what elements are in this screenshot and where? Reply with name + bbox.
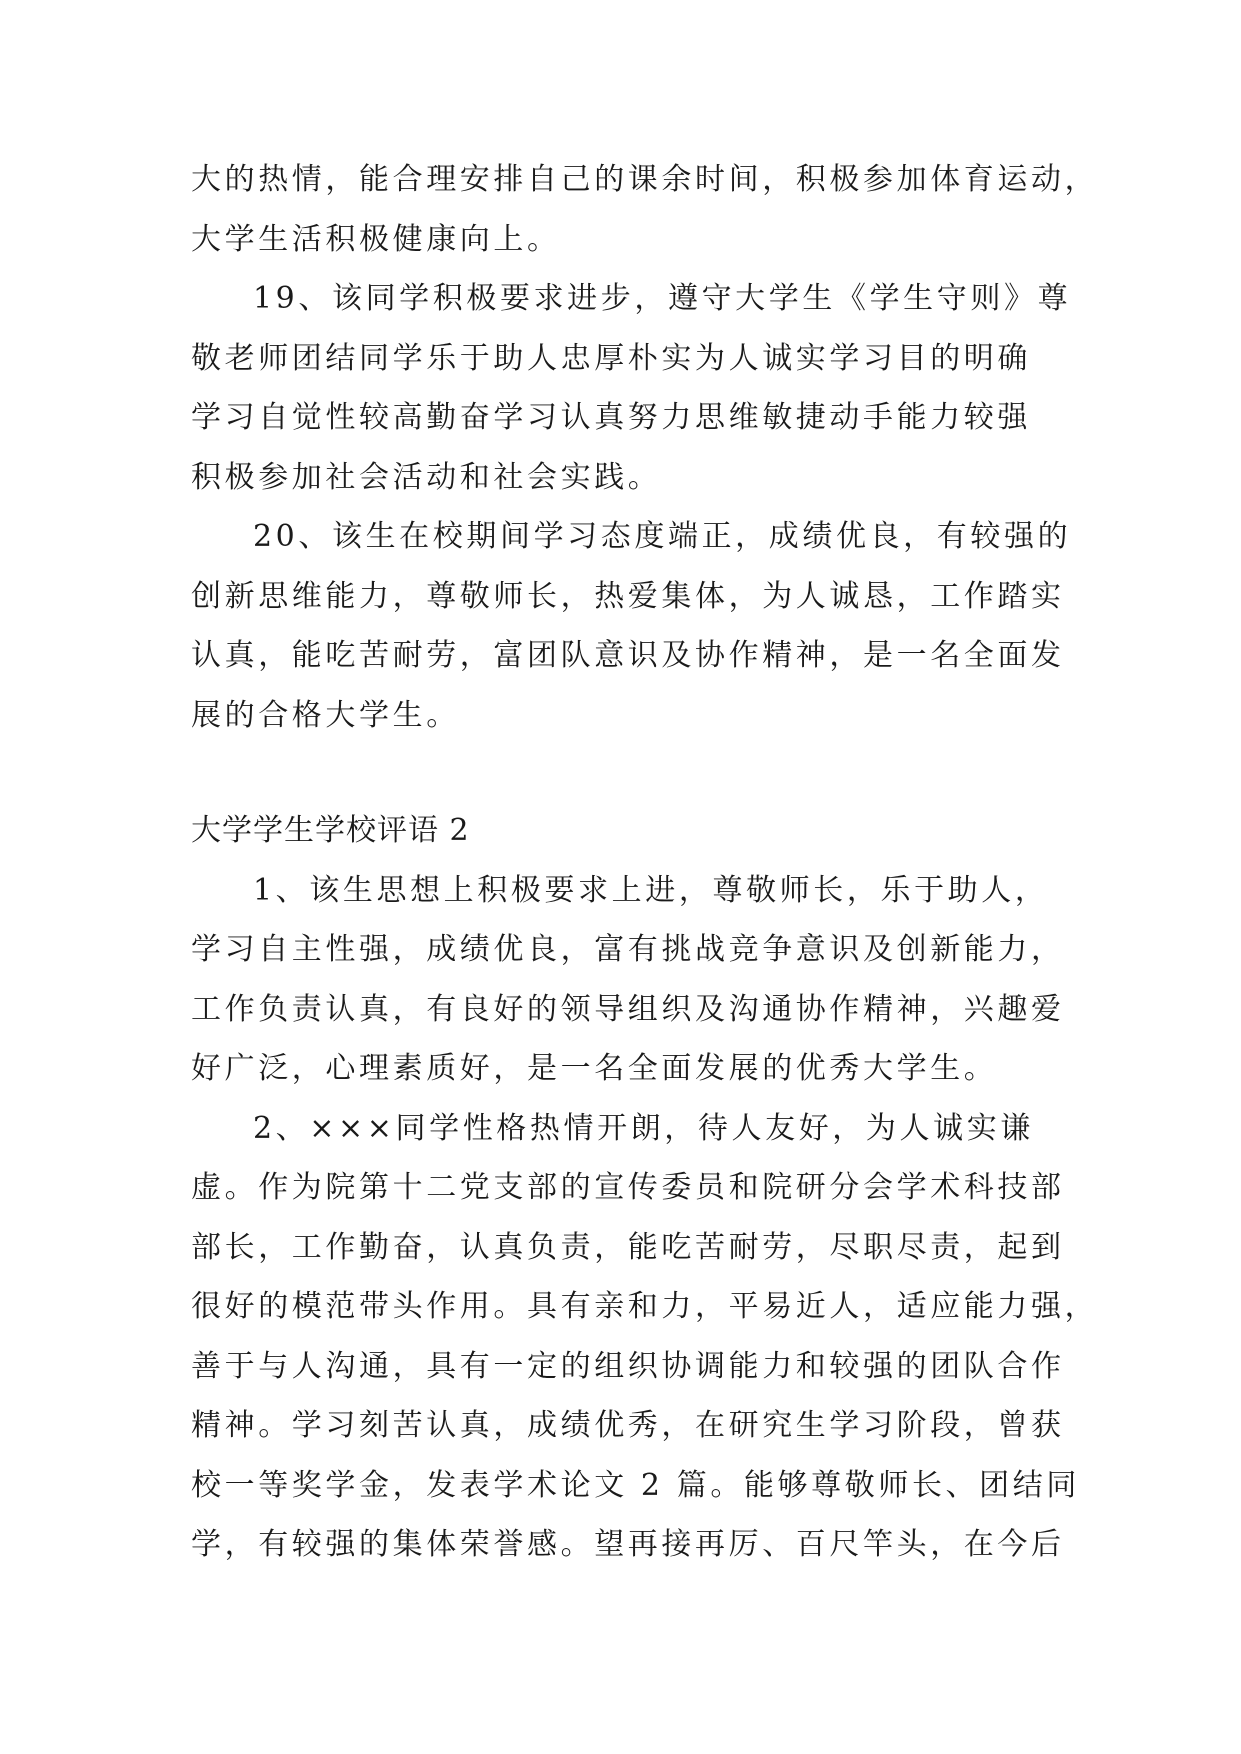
section-heading: 大学学生学校评语 2 — [191, 813, 470, 848]
text-line: 虚。作为院第十二党支部的宣传委员和院研分会学术科技部 — [191, 1170, 1065, 1205]
text-line: 认真，能吃苦耐劳，富团队意识及协作精神，是一名全面发 — [191, 638, 1065, 673]
text-line: 工作负责认真，有良好的领导组织及沟通协作精神，兴趣爱 — [191, 991, 1065, 1027]
paragraph-2-start: 2、×××同学性格热情开朗，待人友好，为人诚实谦 — [253, 1110, 1034, 1146]
text-line: 精神。学习刻苦认真，成绩优秀，在研究生学习阶段，曾获 — [191, 1408, 1065, 1443]
text-line: 积极参加社会活动和社会实践。 — [191, 459, 662, 495]
text-line: 大学生活积极健康向上。 — [191, 221, 561, 257]
paragraph-1-start: 1、该生思想上积极要求上进，尊敬师长，乐于助人， — [253, 872, 1049, 908]
paragraph-20-start: 20、该生在校期间学习态度端正，成绩优良，有较强的 — [253, 519, 1072, 554]
text-line: 校一等奖学金，发表学术论文 2 篇。能够尊敬师长、团结同 — [191, 1467, 1080, 1503]
text-line: 善于与人沟通，具有一定的组织协调能力和较强的团队合作 — [191, 1348, 1065, 1384]
text-line: 学，有较强的集体荣誉感。望再接再厉、百尺竿头，在今后 — [191, 1527, 1065, 1562]
paragraph-19-start: 19、该同学积极要求进步，遵守大学生《学生守则》尊 — [253, 281, 1072, 316]
text-line: 创新思维能力，尊敬师长，热爱集体，为人诚恳，工作踏实 — [191, 578, 1065, 614]
text-line: 展的合格大学生。 — [191, 697, 460, 733]
text-line: 好广泛，心理素质好，是一名全面发展的优秀大学生。 — [191, 1051, 998, 1086]
text-line: 部长，工作勤奋，认真负责，能吃苦耐劳，尽职尽责，起到 — [191, 1229, 1065, 1265]
text-line: 学习自觉性较高勤奋学习认真努力思维敏捷动手能力较强 — [191, 400, 1031, 435]
document-page — [191, 150, 1099, 1575]
text-line: 敬老师团结同学乐于助人忠厚朴实为人诚实学习目的明确 — [191, 340, 1031, 376]
text-line: 学习自主性强，成绩优良，富有挑战竞争意识及创新能力， — [191, 932, 1065, 967]
text-line: 大的热情，能合理安排自己的课余时间，积极参加体育运动， — [191, 162, 1099, 197]
text-line: 很好的模范带头作用。具有亲和力，平易近人，适应能力强， — [191, 1289, 1099, 1324]
